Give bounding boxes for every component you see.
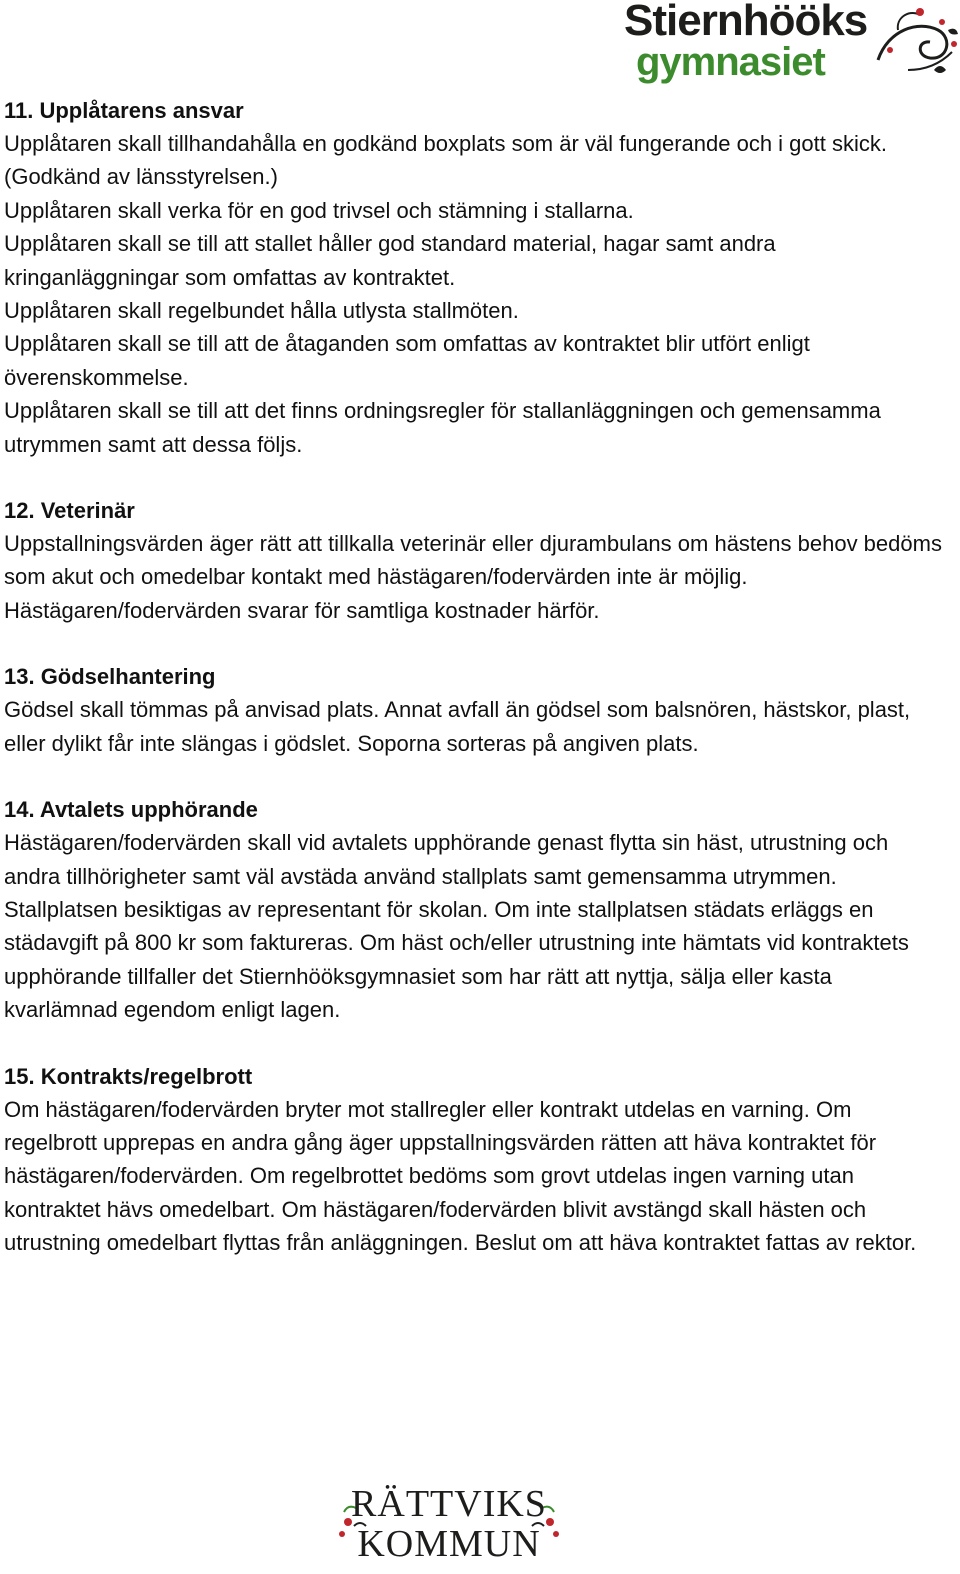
rattviks-kommun-logo xyxy=(334,1482,564,1572)
section-heading: 15. Kontrakts/regelbrott xyxy=(4,1063,253,1089)
logo-text-gymnasiet: gymnasiet xyxy=(636,40,825,84)
section-heading: 12. Veterinär xyxy=(4,498,135,524)
section-kontrakts-regelbrott xyxy=(4,1060,944,1260)
paragraph: Upplåtaren skall se till att de åtaganden som omfattas av kontraktet blir utfört enligt överenskommelse. xyxy=(4,331,810,390)
section-upplatarens-ansvar xyxy=(4,94,944,461)
paragraph: Upplåtaren skall se till att det finns ordningsregler för stallanläggningen och gemensamma utrymmen samt att dessa följs. xyxy=(4,398,881,457)
paragraph: Upplåtaren skall verka för en god trivsel och stämning i stallarna. xyxy=(4,197,634,223)
floral-ornament-icon xyxy=(868,0,960,80)
document-body xyxy=(4,94,944,1293)
stiernhooks-logo xyxy=(616,0,960,90)
section-heading: 14. Avtalets upphörande xyxy=(4,797,258,823)
section-heading: 11. Upplåtarens ansvar xyxy=(4,98,244,123)
section-godselhantering xyxy=(4,660,944,760)
logo-text-stiernhooks: Stiernhööks xyxy=(624,0,868,45)
paragraph: Upplåtaren skall regelbundet hålla utlysta stallmöten. xyxy=(4,298,519,324)
section-heading: 13. Gödselhantering xyxy=(4,664,216,690)
paragraph: Om hästägaren/fodervärden bryter mot stallregler eller kontrakt utdelas en varning. Om regelbrott upprepas en andra gång äger uppstallningsvärden rätten att häva kontraktet för hästägaren/fodervärden. Om regelbrottet bedöms som grovt utdelas ingen varning utan kontraktet hävs omedelbart. Om hästägaren/fodervärden blivit avstängd skall hästen och utrustning omedelbart flyttas från anläggningen. Beslut om att häva kontraktet fattas av rektor. xyxy=(4,1096,917,1256)
paragraph: Hästägaren/fodervärden skall vid avtalets upphörande genast flytta sin häst, utrustning och andra tillhörigheter samt väl avstäda använd stallplats samt gemensamma utrymmen. Stallplatsen besiktigas av representant för skolan. Om inte stallplatsen städats erläggs en städavgift på 800 kr som faktureras. Om häst och/eller utrustning inte hämtats vid kontraktets upphörande tillfaller det Stiernhööksgymnasiet som har rätt att nyttja, sälja eller kasta kvarlämnad egendom enligt lagen. xyxy=(4,830,909,1023)
logo-text-kommun: KOMMUN xyxy=(357,1523,541,1565)
paragraph: Upplåtaren skall tillhandahålla en godkänd boxplats som är väl fungerande och i gott skick. (Godkänd av länsstyrelsen.) xyxy=(4,131,887,190)
paragraph: Gödsel skall tömmas på anvisad plats. Annat avfall än gödsel som balsnören, hästskor, plast, eller dylikt får inte slängas i gödslet. Soporna sorteras på angiven plats. xyxy=(4,697,911,756)
section-avtalets-upphorande xyxy=(4,793,944,1026)
paragraph: Uppstallningsvärden äger rätt att tillkalla veterinär eller djurambulans om hästens behov bedöms som akut och omedelbar kontakt med hästägaren/fodervärden inte är möjlig. Hästägaren/fodervärden svarar för samtliga kostnader härför. xyxy=(4,531,942,623)
paragraph: Upplåtaren skall se till att stallet håller god standard material, hagar samt andra kringanläggningar som omfattas av kontraktet. xyxy=(4,231,776,290)
logo-text-rattviks: RÄTTVIKS xyxy=(351,1483,547,1525)
section-veterinar xyxy=(4,494,944,627)
